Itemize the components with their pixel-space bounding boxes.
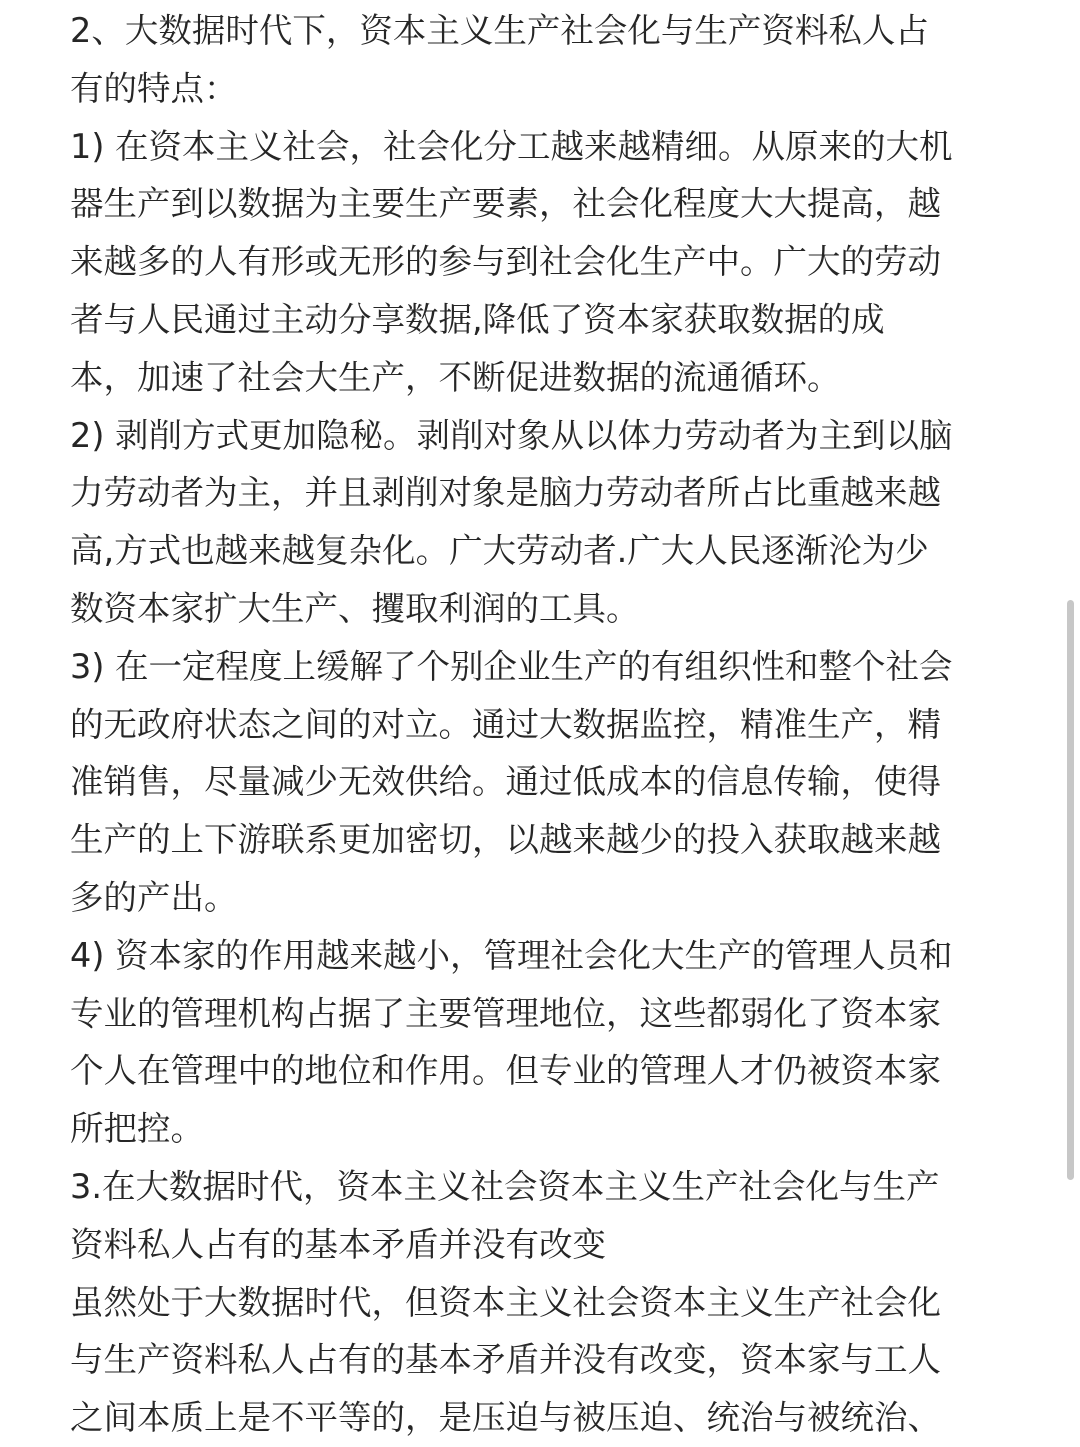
text-line: 本，加速了社会大生产，不断促进数据的流通循环。 (70, 357, 841, 397)
text-line: 器生产到以数据为主要生产要素，社会化程度大大提高，越 (70, 184, 941, 224)
text-line: 个人在管理中的地位和作用。但专业的管理人才仍被资本家 (70, 1051, 941, 1091)
text-line: 准销售，尽量减少无效供给。通过低成本的信息传输，使得 (70, 762, 941, 802)
text-line: 3.在大数据时代，资本主义社会资本主义生产社会化与生产 (70, 1166, 940, 1206)
scrollbar-thumb[interactable] (1067, 600, 1074, 1180)
text-line: 之间本质上是不平等的，是压迫与被压迫、统治与被统治、 (70, 1398, 941, 1438)
text-line: 力劳动者为主，并且剥削对象是脑力劳动者所占比重越来越 (70, 473, 941, 513)
text-line: 者与人民通过主动分享数据,降低了资本家获取数据的成 (70, 299, 885, 339)
document-body (70, 0, 1010, 1447)
text-line: 4) 资本家的作用越来越小，管理社会化大生产的管理人员和 (70, 935, 953, 975)
text-line: 高,方式也越来越复杂化。广大劳动者.广大人民逐渐沦为少 (70, 531, 929, 571)
text-line: 专业的管理机构占据了主要管理地位，这些都弱化了资本家 (70, 993, 941, 1033)
text-line: 生产的上下游联系更加密切，以越来越少的投入获取越来越 (70, 820, 941, 860)
text-line: 所把控。 (70, 1109, 204, 1149)
text-line: 1) 在资本主义社会，社会化分工越来越精细。从原来的大机 (70, 126, 953, 166)
text-line: 有的特点： (70, 68, 238, 108)
text-line: 2、大数据时代下，资本主义生产社会化与生产资料私人占 (70, 11, 929, 50)
text-line: 与生产资料私人占有的基本矛盾并没有改变，资本家与工人 (70, 1340, 941, 1380)
text-line: 2) 剥削方式更加隐秘。剥削对象从以体力劳动者为主到以脑 (70, 415, 953, 455)
text-line: 的无政府状态之间的对立。通过大数据监控，精准生产，精 (70, 704, 941, 744)
text-line: 多的产出。 (70, 877, 238, 917)
text-line: 数资本家扩大生产、攫取利润的工具。 (70, 588, 640, 628)
text-line: 虽然处于大数据时代，但资本主义社会资本主义生产社会化 (70, 1282, 941, 1322)
text-line: 来越多的人有形或无形的参与到社会化生产中。广大的劳动 (70, 242, 941, 282)
text-line: 资料私人占有的基本矛盾并没有改变 (70, 1224, 606, 1264)
text-line: 3) 在一定程度上缓解了个别企业生产的有组织性和整个社会 (70, 646, 953, 686)
